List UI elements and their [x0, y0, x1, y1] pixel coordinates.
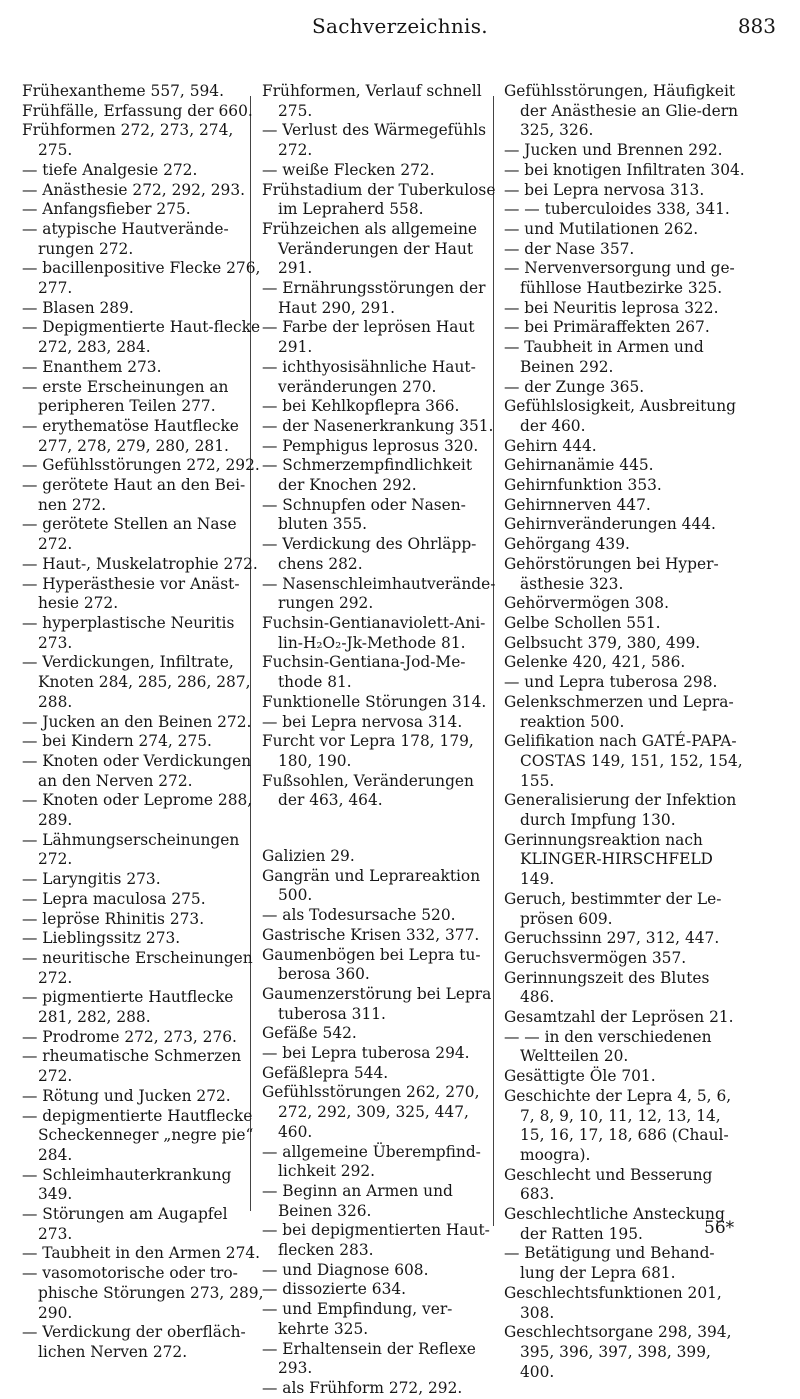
index-entry: — Nervenversorgung und ge-fühllose Hautbezirke 325. [504, 259, 735, 298]
index-entry: — tiefe Analgesie 272. [22, 160, 198, 179]
index-entry: — rheumatische Schmerzen 272. [22, 1047, 242, 1086]
index-entry: Gesamtzahl der Leprösen 21. [504, 1008, 734, 1027]
index-entry: Gefäße 542. [262, 1024, 357, 1043]
index-entry: — Gefühlsstörungen 272, 292. [22, 456, 260, 475]
index-entry: Frühstadium der Tuberkulose im Lepraherd 558. [262, 180, 496, 219]
index-entry: — Taubheit in Armen und Beinen 292. [504, 338, 704, 376]
index-entry: — bei Lepra nervosa 314. [262, 712, 463, 731]
index-entry: Geruchssinn 297, 312, 447. [504, 929, 720, 948]
index-entry: — Depigmentierte Haut-flecke 272, 283, 284. [22, 318, 261, 357]
page-header [0, 14, 800, 44]
index-entry: — bei depigmentierten Haut-flecken 283. [262, 1221, 490, 1260]
index-entry: — bacillenpositive Flecke 276, 277. [22, 259, 261, 298]
index-entry: Gefühlsstörungen 262, 270, 272, 292, 309, 325, 447, 460. [262, 1083, 480, 1141]
index-entry: — bei Neuritis leprosa 322. [504, 298, 719, 317]
index-entry: — Lepra maculosa 275. [22, 889, 206, 908]
index-entry: — vasomotorische oder tro-phische Störungen 273, 289, 290. [22, 1264, 264, 1322]
index-entry: — Störungen am Augapfel 273. [22, 1205, 228, 1243]
index-entry: Frühfälle, Erfassung der 660. [22, 101, 253, 120]
index-entry: — Haut-, Muskelatrophie 272. [22, 554, 258, 573]
index-entry: — der Zunge 365. [504, 377, 645, 396]
index-entry: Gaumenzerstörung bei Lepra tuberosa 311. [262, 984, 492, 1023]
index-entry: Gelenke 420, 421, 586. [504, 653, 686, 672]
index-entry: — Pemphigus leprosus 320. [262, 436, 479, 455]
index-entry: Gehirnfunktion 353. [504, 476, 662, 495]
index-entry: — und Empfindung, ver-kehrte 325. [262, 1300, 453, 1338]
index-entry: Gehörstörungen bei Hyper-ästhesie 323. [504, 554, 719, 593]
index-entry: — der Nasenerkrankung 351. [262, 416, 494, 435]
index-entry: Gastrische Krisen 332, 377. [262, 925, 480, 944]
index-entry: Geschlechtsfunktionen 201, 308. [504, 1283, 722, 1322]
index-entry: — bei Kehlkopflepra 366. [262, 397, 460, 416]
index-entry: Furcht vor Lepra 178, 179, 180, 190. [262, 732, 474, 770]
index-entry: — und Mutilationen 262. [504, 219, 699, 238]
index-entry: — — in den verschiedenen Weltteilen 20. [504, 1027, 712, 1066]
index-entry: — Betätigung und Behand-lung der Lepra 681. [504, 1244, 715, 1283]
index-entry: Geschlechtsorgane 298, 394, 395, 396, 397, 398, 399, 400. [504, 1323, 732, 1381]
index-entry: — ichthyosisähnliche Haut-veränderungen 270. [262, 357, 476, 396]
index-entry: Fuchsin-Gentianaviolett-Ani-lin-H₂O₂-Jk-Methode 81. [262, 613, 486, 652]
index-entry: Gelenkschmerzen und Lepra-reaktion 500. [504, 692, 734, 731]
index-entry: — erste Erscheinungen an peripheren Teilen 277. [22, 377, 229, 416]
index-entry: — lepröse Rhinitis 273. [22, 909, 205, 928]
index-entry: — dissozierte 634. [262, 1280, 407, 1299]
index-entry: — allgemeine Überempfind-lichkeit 292. [262, 1142, 481, 1181]
index-entry: Gelbsucht 379, 380, 499. [504, 633, 701, 652]
index-entry: — Schleimhauterkrankung 349. [22, 1165, 232, 1204]
index-entry: — bei Lepra nervosa 313. [504, 180, 705, 199]
index-entry: — der Nase 357. [504, 239, 635, 258]
index-entry: Frühformen 272, 273, 274, 275. [22, 121, 234, 160]
index-entry: Gesättigte Öle 701. [504, 1067, 656, 1086]
index-entry: Generalisierung der Infektion durch Impfung 130. [504, 791, 737, 830]
index-entry: — gerötete Stellen an Nase 272. [22, 515, 237, 554]
index-entry: Funktionelle Störungen 314. [262, 692, 487, 711]
index-entry: Gehirnanämie 445. [504, 456, 654, 475]
sheet-signature: 56* [704, 1218, 735, 1238]
index-entry: — Verdickung der oberfläch-lichen Nerven 272. [22, 1323, 246, 1361]
index-entry: — und Lepra tuberosa 298. [504, 673, 718, 692]
index-entry: — Schmerzempfindlichkeit der Knochen 292. [262, 456, 473, 495]
index-entry: — Verdickung des Ohrläpp-chens 282. [262, 535, 477, 573]
index-entry: Fuchsin-Gentiana-Jod-Me-thode 81. [262, 653, 466, 692]
index-entry: — Erhaltensein der Reflexe 293. [262, 1339, 476, 1378]
index-entry: — Beginn an Armen und Beinen 326. [262, 1181, 453, 1220]
index-entry: Gerinnungszeit des Blutes 486. [504, 968, 710, 1007]
index-entry: — bei Kindern 274, 275. [22, 732, 212, 751]
index-entry: — und Diagnose 608. [262, 1260, 429, 1279]
index-entry: — erythematöse Hautflecke 277, 278, 279, 280, 281. [22, 416, 239, 455]
page-number: 883 [737, 14, 776, 38]
index-entry: Gehirnveränderungen 444. [504, 515, 716, 534]
index-entry: — — tuberculoides 338, 341. [504, 200, 730, 219]
index-entry: — bei Primäraffekten 267. [504, 318, 710, 337]
index-entry: Gelifikation nach GATÉ-PAPA-COSTAS 149, 151, 152, 154, 155. [504, 732, 743, 790]
index-entry: — gerötete Haut an den Bei-nen 272. [22, 476, 246, 514]
index-entry: — Lähmungserscheinungen 272. [22, 830, 240, 869]
index-entry: — Knoten oder Verdickungen an den Nerven 272. [22, 751, 252, 790]
index-entry: — neuritische Erscheinungen 272. [22, 948, 253, 987]
index-entry: Geschichte der Lepra 4, 5, 6, 7, 8, 9, 10, 11, 12, 13, 14, 15, 16, 17, 18, 686 (Chaul-moogra). [504, 1086, 732, 1164]
index-entry: — als Frühform 272, 292. [262, 1379, 463, 1397]
index-entry: — Verlust des Wärmegefühls 272. [262, 121, 487, 160]
index-entry: Gefühlslosigkeit, Ausbreitung der 460. [504, 397, 736, 435]
index-entry: Gehirnnerven 447. [504, 495, 651, 514]
index-entry: — depigmentierte Hautflecke Scheckenneger „negre pie“ 284. [22, 1106, 254, 1164]
index-entry: — Verdickungen, Infiltrate, Knoten 284, 285, 286, 287, 288. [22, 653, 251, 711]
index-column-1 [22, 82, 264, 1363]
index-entry: — bei Lepra tuberosa 294. [262, 1044, 470, 1063]
index-entry: — pigmentierte Hautflecke 281, 282, 288. [22, 988, 234, 1027]
index-entry: Gaumenbögen bei Lepra tu-berosa 360. [262, 945, 481, 984]
index-entry: Gefäßlepra 544. [262, 1063, 389, 1082]
index-entry: Galizien 29. [262, 847, 355, 866]
index-entry: Gehörgang 439. [504, 535, 630, 554]
index-entry: — Anästhesie 272, 292, 293. [22, 180, 245, 199]
index-entry: Fußsohlen, Veränderungen der 463, 464. [262, 771, 474, 810]
index-entry: Geruch, bestimmter der Le-prösen 609. [504, 889, 722, 928]
index-entry: — Hyperästhesie vor Anäst-hesie 272. [22, 574, 240, 613]
index-entry: Geschlechtliche Ansteckung der Ratten 195. [504, 1205, 725, 1243]
index-entry: — weiße Flecken 272. [262, 160, 435, 179]
index-entry: — Jucken und Brennen 292. [504, 141, 723, 160]
index-entry: — Ernährungsstörungen der Haut 290, 291. [262, 279, 486, 317]
running-title: Sachverzeichnis. [312, 14, 488, 38]
index-entry: Gehörvermögen 308. [504, 594, 669, 613]
index-entry: Frühformen, Verlauf schnell 275. [262, 82, 482, 120]
index-entry: Geruchsvermögen 357. [504, 948, 687, 967]
index-entry: — atypische Hautverände-rungen 272. [22, 219, 229, 258]
index-entry: — hyperplastische Neuritis 273. [22, 613, 235, 652]
index-entry: — Knoten oder Leprome 288, 289. [22, 791, 253, 830]
index-entry: Gefühlsstörungen, Häufigkeit der Anästhesie an Glie-dern 325, 326. [504, 82, 738, 140]
index-entry: — Blasen 289. [22, 298, 134, 317]
index-entry: — Farbe der leprösen Haut 291. [262, 318, 475, 357]
index-column-3 [504, 82, 746, 1382]
index-entry: — Rötung und Jucken 272. [22, 1086, 231, 1105]
index-entry: Gehirn 444. [504, 436, 597, 455]
index-entry: Gelbe Schollen 551. [504, 613, 661, 632]
index-entry: — Taubheit in den Armen 274. [22, 1244, 261, 1263]
index-entry: — Anfangsfieber 275. [22, 200, 191, 219]
section-gap [262, 811, 500, 847]
index-entry: — Jucken an den Beinen 272. [22, 712, 252, 731]
index-column-2 [262, 82, 500, 1399]
index-entry: — Lieblingssitz 273. [22, 929, 181, 948]
index-entry: Frühexantheme 557, 594. [22, 82, 224, 100]
index-entry: — Nasenschleimhautverände-rungen 292. [262, 574, 496, 613]
index-entry: — Enanthem 273. [22, 357, 162, 376]
index-entry: — Schnupfen oder Nasen-bluten 355. [262, 495, 466, 534]
index-entry: — als Todesursache 520. [262, 906, 456, 925]
index-entry: Gangrän und Leprareaktion 500. [262, 866, 481, 905]
index-entry: — Prodrome 272, 273, 276. [22, 1027, 237, 1046]
index-entry: Geschlecht und Besserung 683. [504, 1165, 713, 1204]
index-entry: Frühzeichen als allgemeine Veränderungen der Haut 291. [262, 219, 477, 278]
index-entry: — bei knotigen Infiltraten 304. [504, 160, 745, 179]
index-entry: — Laryngitis 273. [22, 870, 161, 889]
index-entry: Gerinnungsreaktion nach KLINGER-HIRSCHFELD 149. [504, 830, 713, 889]
